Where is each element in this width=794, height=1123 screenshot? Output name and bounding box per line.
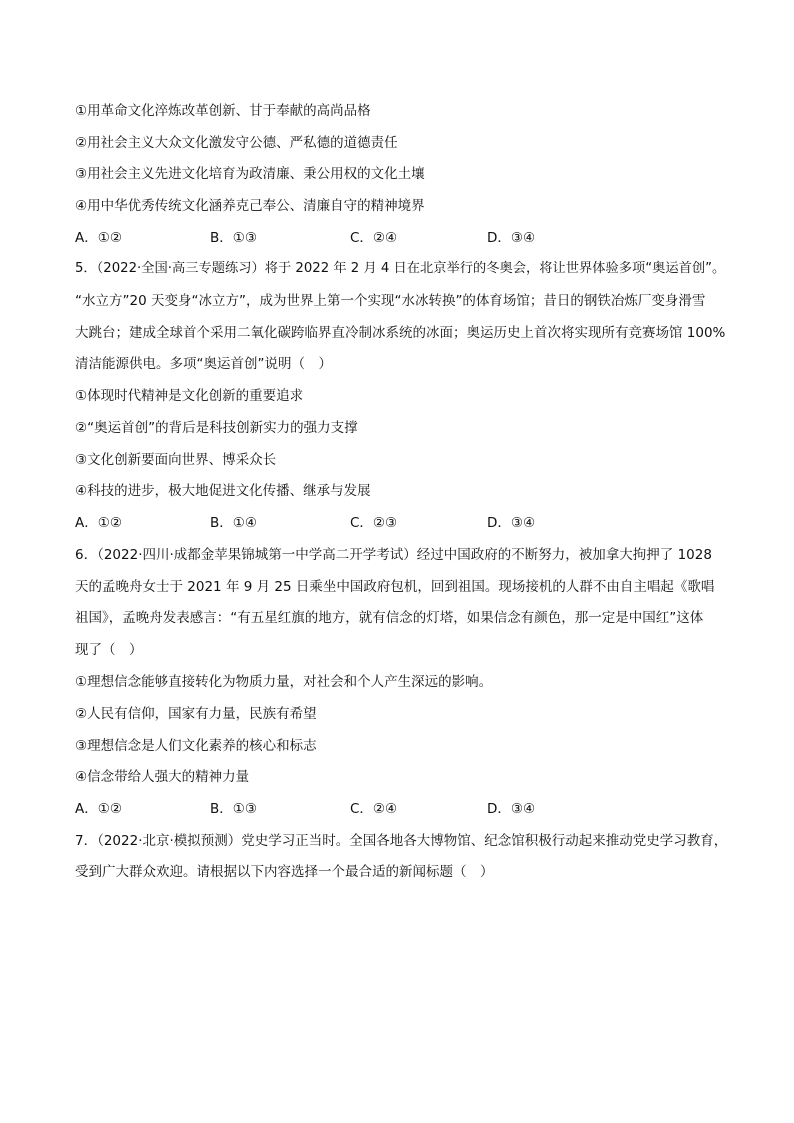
q5-stem-line-2: “水立方”20 天变身“冰立方”，成为世界上第一个实现“水冰转换”的体育场馆；昔日的钢铁冶炼厂变身滑雪 [75,293,706,309]
q4-option-b[interactable]: B．①③ [210,230,257,246]
q6-option-d[interactable]: D．③④ [487,801,536,817]
q6-options [75,799,735,819]
q4-statement-2: ②用社会主义大众文化激发守公德、严私德的道德责任 [75,135,398,151]
q4-options [75,228,735,248]
q6-statement-2: ②人民有信仰，国家有力量，民族有希望 [75,706,317,722]
q6-stem-line-1: 6．（2022·四川·成都金苹果锦城第一中学高二开学考试）经过中国政府的不断努力，被加拿大拘押了 1028 [75,547,712,563]
q6-stem-line-3: 祖国》，孟晚舟发表感言：“有五星红旗的地方，就有信念的灯塔，如果信念有颜色，那一定是中国红”这体 [75,610,704,626]
q6-option-a[interactable]: A．①② [75,801,122,817]
q4-statement-1: ①用革命文化淬炼改革创新、甘于奉献的高尚品格 [75,103,371,119]
q5-option-a[interactable]: A．①② [75,515,122,531]
q5-options [75,513,735,533]
q5-stem-line-1: 5．（2022·全国·高三专题练习）将于 2022 年 2 月 4 日在北京举行的冬奥会，将让世界体验多项“奥运首创”。 [75,261,726,276]
q6-option-b[interactable]: B．①③ [210,801,257,817]
q5-statement-2: ②“奥运首创”的背后是科技创新实力的强力支撑 [75,420,358,436]
q5-option-d[interactable]: D．③④ [487,515,536,531]
q5-statement-1: ①体现时代精神是文化创新的重要追求 [75,388,304,404]
q6-statement-1: ①理想信念能够直接转化为物质力量，对社会和个人产生深远的影响。 [75,674,493,690]
q5-option-c[interactable]: C．②③ [350,515,398,531]
q6-option-c[interactable]: C．②④ [350,801,398,817]
q5-statement-4: ④科技的进步，极大地促进文化传播、继承与发展 [75,483,371,499]
q6-stem-line-2: 天的孟晚舟女士于 2021 年 9 月 25 日乘坐中国政府包机，回到祖国。现场接机的人群不由自主唱起《歌唱 [75,579,715,595]
q5-statement-3: ③文化创新要面向世界、博采众长 [75,452,277,468]
q6-stem-line-4: 现了（ ） [75,642,143,658]
q4-option-a[interactable]: A．①② [75,230,122,246]
q5-stem-line-3: 大跳台；建成全球首个采用二氧化碳跨临界直冷制冰系统的冰面；奥运历史上首次将实现所有竞赛场馆 100% [75,325,726,341]
q4-option-c[interactable]: C．②④ [350,230,398,246]
q4-statement-4: ④用中华优秀传统文化涵养克己奉公、清廉自守的精神境界 [75,198,425,214]
q4-option-d[interactable]: D．③④ [487,230,536,246]
q4-statement-3: ③用社会主义先进文化培育为政清廉、秉公用权的文化土壤 [75,166,425,182]
q5-option-b[interactable]: B．①④ [210,515,257,531]
q6-statement-4: ④信念带给人强大的精神力量 [75,769,250,785]
q7-stem-line-1: 7．（2022·北京·模拟预测）党史学习正当时。全国各地各大博物馆、纪念馆积极行动起来推动党史学习教育， [75,833,728,849]
q7-stem-line-2: 受到广大群众欢迎。请根据以下内容选择一个最合适的新闻标题（ ） [75,864,494,880]
q5-stem-line-4: 清洁能源供电。多项“奥运首创”说明（ ） [75,356,332,372]
q6-statement-3: ③理想信念是人们文化素养的核心和标志 [75,738,317,754]
